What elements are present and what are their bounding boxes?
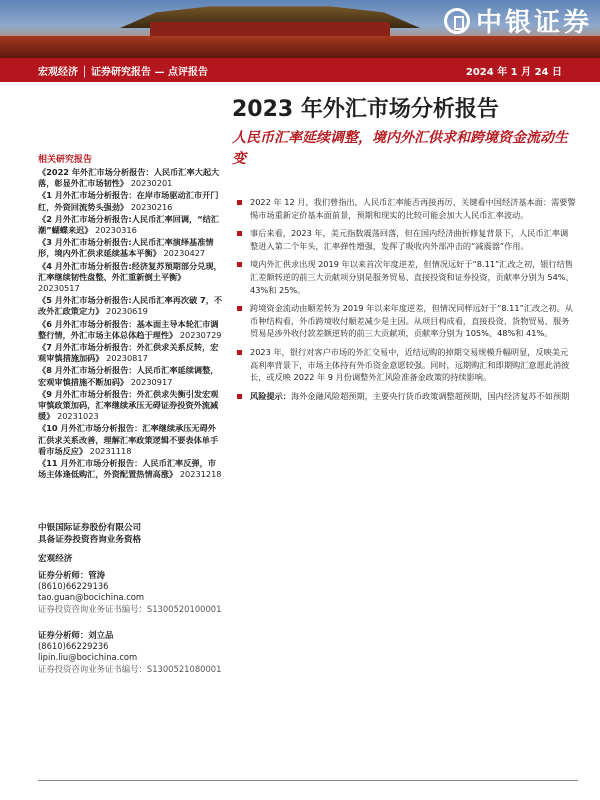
related-report-item[interactable] — [38, 458, 224, 480]
related-report-title: 《7 月外汇市场分析报告：外汇供求关系反转，宏观审慎措施加码》 — [38, 342, 219, 364]
related-report-item[interactable] — [38, 389, 224, 423]
brand — [444, 2, 592, 39]
related-report-id: 20230216 — [130, 201, 173, 212]
sector-label: 宏观经济 — [38, 554, 73, 564]
related-report-title: 《6 月外汇市场分析报告：基本面主导本轮汇市调整行情，外汇市场主体总体趋于理性》 — [38, 318, 219, 340]
analyst-card — [38, 570, 238, 615]
related-report-id: 20230201 — [130, 178, 173, 189]
report-date: 2024 年 1 月 24 日 — [465, 67, 562, 78]
analyst-role: 证券分析师： — [38, 570, 89, 580]
related-report-id: 20230729 — [179, 329, 222, 340]
related-reports-heading: 相关研究报告 — [38, 155, 93, 165]
analyst-role: 证券分析师： — [38, 630, 89, 640]
analyst-phone: (8610)66229236 — [38, 641, 109, 652]
page-title: 2023 年外汇市场分析报告 — [232, 97, 499, 122]
sidebar — [38, 152, 224, 481]
brand-name: 中银证券 — [475, 8, 592, 38]
summary-bullets — [236, 196, 576, 408]
summary-bullet: 境内外汇供求出现 2019 年以来首次年度逆差，但情况远好于“8.11”汇改之初，银行结售汇差额转逆的前三大贡献项分别是服务贸易、直接投资和证券投资，贡献率分别为 54%、43%和 25%。 — [236, 258, 576, 296]
summary-bullet: 事后来看，2023 年，美元指数震荡回落，但在国内经济曲折修复背景下，人民币汇率调整进入第二个年头，汇率弹性增强，发挥了吸收内外部冲击的“减震器”作用。 — [236, 227, 576, 252]
related-report-item[interactable] — [38, 190, 224, 212]
analyst-cert: 证券投资咨询业务证书编号：S1300521080001 — [38, 663, 222, 674]
company-info — [38, 522, 224, 546]
analyst-phone: (8610)66229136 — [38, 581, 109, 592]
related-report-item[interactable] — [38, 214, 224, 236]
related-report-id: 20230917 — [130, 376, 173, 387]
bank-logo-icon — [444, 8, 470, 34]
summary-bullet: 跨境资金流动由顺差转为 2019 年以来年度逆差，但情况同样远好于“8.11”汇改之初。从币种结构看，外币跨境收付顺差减少是主因。从项目构成看，直接投资、货物贸易、服务贸易是涉外收付款差额逆转的前三大贡献项，贡献率分别为 105%、48%和 41%。 — [236, 302, 576, 340]
banner-wall-illustration — [0, 36, 600, 58]
category-bar — [0, 58, 600, 82]
analyst-name: 管涛 — [88, 570, 105, 580]
analyst-card — [38, 630, 238, 675]
related-report-title: 《5 月外汇市场分析报告:人民币汇率再次破 7，不改外汇政策定力》 — [38, 295, 223, 317]
related-report-id: 20231118 — [89, 445, 132, 456]
banner-eaves-illustration — [150, 22, 390, 36]
report-category: 宏观经济 │ 证券研究报告 — 点评报告 — [38, 67, 208, 78]
related-report-item[interactable] — [38, 423, 224, 457]
summary-bullet: 2022 年 12 月，我们曾指出，人民币汇率能否再接再厉，关键看中国经济基本面：需要警惕市场重新定价基本面前景，预期和现实的比较可能会加大人民币汇率波动。 — [236, 196, 576, 221]
related-report-title: 《1 月外汇市场分析报告：在岸市场驱动汇市开门红，外资回流势头强劲》 — [38, 190, 219, 212]
risk-text: 海外金融风险超预期，主要央行货币政策调整超预期，国内经济复苏不如预期 — [290, 390, 570, 401]
related-report-item[interactable] — [38, 319, 224, 341]
company-name: 中银国际证券股份有限公司 — [38, 523, 142, 533]
related-report-id: 20230619 — [106, 306, 148, 317]
related-report-item[interactable] — [38, 261, 224, 295]
related-report-title: 《11 月外汇市场分析报告：人民币汇率反弹，市场主体逢低购汇，外资配置热情高涨》 — [38, 458, 216, 480]
related-report-item[interactable] — [38, 295, 224, 317]
related-reports-list — [38, 167, 224, 480]
related-report-id: 20230316 — [95, 225, 137, 236]
related-report-title: 《2 月外汇市场分析报告:人民币汇率回调，“结汇潮”蝴蝶来迟》 — [38, 213, 219, 236]
related-report-id: 20230817 — [106, 353, 148, 364]
risk-label: 风险提示： — [250, 390, 291, 401]
related-report-id: 20231218 — [179, 469, 222, 480]
related-report-title: 《10 月外汇市场分析报告：汇率继续承压无碍外汇供求关系改善，理解汇率政策逻辑不要表体单手看市场反应》 — [38, 423, 219, 456]
analyst-email[interactable]: lipin.liu@bocichina.com — [38, 652, 138, 663]
related-report-item[interactable] — [38, 167, 224, 189]
related-report-id: 20230427 — [163, 248, 206, 259]
related-report-title: 《3 月外汇市场分析报告:人民币汇率演绎基准情形，境内外汇供求延续基本平衡》 — [38, 237, 214, 259]
related-report-title: 《9 月外汇市场分析报告：外汇供求失衡引发宏观审慎政策加码，汇率继续承压无碍证券投资外流减缓》 — [38, 388, 219, 422]
related-report-id: 20231023 — [57, 411, 99, 422]
related-report-item[interactable] — [38, 365, 224, 387]
related-report-item[interactable] — [38, 237, 224, 259]
related-report-title: 《8 月外汇市场分析报告：人民币汇率延续调整，宏观审慎措施不断加码》 — [38, 365, 219, 387]
header-banner — [0, 0, 600, 58]
analyst-cert: 证券投资咨询业务证书编号：S1300520100001 — [38, 603, 222, 614]
analyst-name: 刘立品 — [88, 630, 114, 640]
related-report-title: 《4 月外汇市场分析报告:经济复苏预期部分兑现，汇率继续韧性盘整、外汇重新倒土平衡》 — [38, 260, 222, 282]
analyst-email[interactable]: tao.guan@bocichina.com — [38, 592, 145, 603]
page-bottom-rule — [38, 780, 578, 781]
related-report-id: 20230517 — [38, 283, 80, 294]
related-report-item[interactable] — [38, 342, 224, 364]
related-report-title: 《2022 年外汇市场分析报告：人民币汇率大起大落，彰显外汇市场韧性》 — [38, 167, 220, 189]
company-license: 具备证券投资咨询业务资格 — [38, 535, 142, 545]
summary-bullet: 2023 年，银行对客户市场的外汇交易中，近结远购的掉期交易规模升幅明显，反映美元高利率背景下，市场主体持有外币资金意愿较强。同时，远期购汇和即期购汇意愿此消彼长，或反映 2022 年 9 月份调整外汇风险准备金政策的持续影响。 — [236, 346, 576, 384]
page-subtitle: 人民币汇率延续调整，境内外汇供求和跨境资金流动生变 — [232, 130, 568, 167]
risk-warning — [236, 390, 576, 403]
